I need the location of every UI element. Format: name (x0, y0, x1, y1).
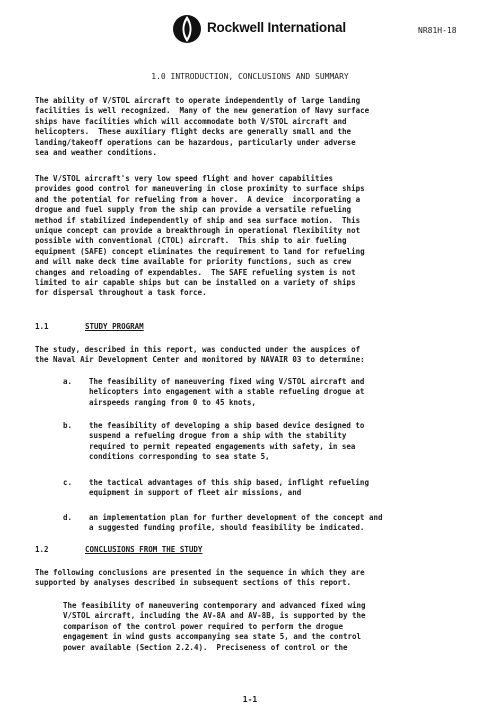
paragraph-intro: The ability of V/STOL aircraft to operate independently of large landing facilities is well recognized. Many of the new generation of Navy surface ships have facilities which will accommodate both V/STOL aircraft and helicopters. These auxiliary flight decks are generally small and the landing/takeoff operations can be hazardous, particularly under adverse sea and weather conditions. (35, 96, 370, 158)
section-number: 1.2 (35, 545, 49, 554)
page-header (0, 10, 500, 50)
rockwell-logo-icon (172, 14, 202, 44)
list-item-label: a. (63, 377, 73, 386)
list-item-text: The feasibility of maneuvering fixed wing V/STOL aircraft and helicopters into engagement with a stable refueling drogue at airspeeds ranging from 0 to 45 knots, (89, 377, 365, 407)
section-title: 1.0 INTRODUCTION, CONCLUSIONS AND SUMMARY (151, 72, 349, 81)
paragraph-capabilities: The V/STOL aircraft's very low speed flight and hover capabilities provides good control for maneuvering in close proximity to surface ships and the potential for refueling from a hover. A device incorporating a drogue and fuel supply from the ship can provide a versatile refueling method if stabilized independently of ship and sea surface motion. This unique concept can provide a breakthrough in operational flexibility not possible with conventional (CTOL) aircraft. This ship to air fueling equipment (SAFE) concept eliminates the requirement to land for refueling and will make deck time available for priority functions, such as crew changes and reloading of expendables. The SAFE refueling system is not limited to air capable ships but can be installed on a variety of ships for dispersal throughout a task force. (35, 174, 365, 298)
paragraph-feasibility: The feasibility of maneuvering contemporary and advanced fixed wing V/STOL aircraft, including the AV-8A and AV-8B, is supported by the comparison of the control power required to perform the drogue engagement in wind gusts accompanying sea state 5, and the control power available (Section 2.2.4). Preciseness of control or the (63, 601, 366, 652)
paragraph-conclusions-intro: The following conclusions are presented in the sequence in which they are supported by analyses described in subsequent sections of this report. (35, 568, 365, 588)
page-number: 1-1 (242, 695, 258, 704)
list-item-text: an implementation plan for further development of the concept and a suggested funding profile, should feasibility be indicated. (89, 513, 383, 533)
list-item-text: the tactical advantages of this ship based, inflight refueling equipment in support of fleet air missions, and (89, 478, 369, 498)
list-item-label: d. (63, 513, 73, 522)
section-heading-text: CONCLUSIONS FROM THE STUDY (85, 545, 203, 554)
paragraph-study: The study, described in this report, was conducted under the auspices of the Naval Air Development Center and monitored by NAVAIR 03 to determine: (35, 345, 365, 365)
section-heading-text: STUDY PROGRAM (85, 322, 144, 331)
section-number: 1.1 (35, 322, 49, 331)
list-item-text: the feasibility of developing a ship based device designed to suspend a refueling drogue from a ship with the stability required to permit repeated engagements with safety, in sea conditions corresponding to sea state 5, (89, 421, 365, 462)
list-item-label: b. (63, 421, 73, 430)
list-item-label: c. (63, 478, 73, 487)
brand-name: Rockwell International (207, 20, 346, 35)
document-number: NR81H-18 (418, 26, 457, 35)
